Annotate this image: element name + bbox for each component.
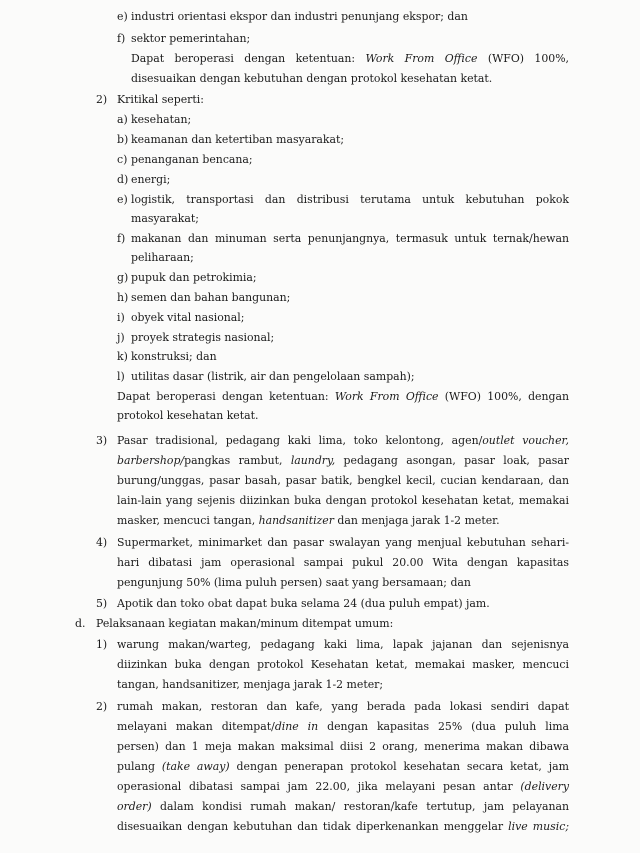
list-item-text: utilitas dasar (listrik, air dan pengelolaan sampah); (131, 370, 415, 383)
section-heading: Pelaksanaan kegiatan makan/minum ditempat umum: (96, 617, 394, 630)
list-item-text: peliharaan; (131, 251, 194, 264)
paragraph-line: barbershop/pangkas rambut, laundry, pedagang asongan, pasar loak, pasar (117, 454, 570, 467)
paragraph-line: hari dibatasi jam operasional sampai pukul 20.00 Wita dengan kapasitas (117, 556, 569, 569)
section-marker: d. (75, 617, 86, 630)
list-item-text: obyek vital nasional; (131, 311, 245, 324)
list-item-text: logistik, transportasi dan distribusi terutama untuk kebutuhan pokok (131, 193, 569, 206)
paragraph-line: melayani makan ditempat/dine in dengan kapasitas 25% (dua puluh lima (117, 720, 570, 733)
paragraph-line: warung makan/warteg, pedagang kaki lima, lapak jajanan dan sejenisnya (117, 638, 569, 651)
paragraph-line: operasional dibatasi sampai jam 22.00, jika melayani pesan antar (delivery (117, 780, 569, 793)
list-item-text: pupuk dan petrokimia; (131, 271, 257, 284)
list-marker: d) (117, 173, 129, 186)
wfo-note-line: protokol kesehatan ketat. (117, 409, 259, 422)
list-marker: 2) (96, 93, 108, 106)
list-item-text: sektor pemerintahan; (131, 32, 251, 45)
list-marker: i) (117, 311, 125, 324)
paragraph-line: order) dalam kondisi rumah makan/ restoran/kafe tertutup, jam pelayanan (117, 800, 569, 813)
list-item-text: proyek strategis nasional; (131, 331, 275, 344)
list-item-text: konstruksi; dan (131, 350, 217, 363)
list-marker: f) (117, 232, 126, 245)
paragraph-line: Apotik dan toko obat dapat buka selama 24 (dua puluh empat) jam. (117, 597, 490, 610)
list-marker: l) (117, 370, 125, 383)
list-marker: 3) (96, 434, 108, 447)
paragraph-line: Supermarket, minimarket dan pasar swalayan yang menjual kebutuhan sehari- (117, 536, 569, 549)
list-item-text: masyarakat; (131, 212, 199, 225)
wfo-note-line: disesuaikan dengan kebutuhan dengan protokol kesehatan ketat. (131, 72, 493, 85)
list-marker: e) (117, 193, 128, 206)
list-marker: g) (117, 271, 129, 284)
paragraph-line: diizinkan buka dengan protokol Kesehatan ketat, memakai masker, mencuci (117, 658, 569, 671)
list-marker: f) (117, 32, 126, 45)
paragraph-line: burung/unggas, pasar basah, pasar batik, bengkel kecil, cucian kendaraan, dan (117, 474, 569, 487)
list-marker: 1) (96, 638, 108, 651)
list-marker: k) (117, 350, 128, 363)
list-marker: 5) (96, 597, 108, 610)
paragraph-line: masker, mencuci tangan, handsanitizer dan menjaga jarak 1-2 meter. (117, 514, 500, 527)
list-item-text: kesehatan; (131, 113, 192, 126)
paragraph-line: rumah makan, restoran dan kafe, yang berada pada lokasi sendiri dapat (117, 700, 569, 713)
paragraph-line: pulang (take away) dengan penerapan protokol kesehatan secara ketat, jam (117, 760, 569, 773)
list-marker: j) (117, 331, 125, 344)
paragraph-line: disesuaikan dengan kebutuhan dan tidak diperkenankan menggelar live music; (117, 820, 569, 833)
paragraph-line: persen) dan 1 meja makan maksimal diisi 2 orang, menerima makan dibawa (117, 740, 569, 753)
list-item-text: energi; (131, 173, 171, 186)
list-marker: 4) (96, 536, 108, 549)
wfo-note-line: Dapat beroperasi dengan ketentuan: Work From Office (WFO) 100%, (131, 52, 570, 65)
list-item-text: makanan dan minuman serta penunjangnya, termasuk untuk ternak/hewan (131, 232, 569, 245)
paragraph-line: lain-lain yang sejenis diizinkan buka dengan protokol kesehatan ketat, memakai (117, 494, 569, 507)
paragraph-line: tangan, handsanitizer, menjaga jarak 1-2 meter; (117, 678, 384, 691)
list-marker: 2) (96, 700, 108, 713)
list-heading: Kritikal seperti: (117, 93, 204, 106)
list-marker: c) (117, 153, 128, 166)
paragraph-line: pengunjung 50% (lima puluh persen) saat yang bersamaan; dan (117, 576, 471, 589)
list-item-text: industri orientasi ekspor dan industri penunjang ekspor; dan (131, 10, 468, 23)
list-marker: e) (117, 10, 128, 23)
paragraph-line: Pasar tradisional, pedagang kaki lima, toko kelontong, agen/outlet voucher, (117, 434, 569, 447)
list-marker: h) (117, 291, 129, 304)
list-item-text: penanganan bencana; (131, 153, 253, 166)
list-item-text: keamanan dan ketertiban masyarakat; (131, 133, 345, 146)
wfo-note-line: Dapat beroperasi dengan ketentuan: Work From Office (WFO) 100%, dengan (117, 390, 569, 403)
list-marker: a) (117, 113, 128, 126)
list-item-text: semen dan bahan bangunan; (131, 291, 291, 304)
list-marker: b) (117, 133, 129, 146)
